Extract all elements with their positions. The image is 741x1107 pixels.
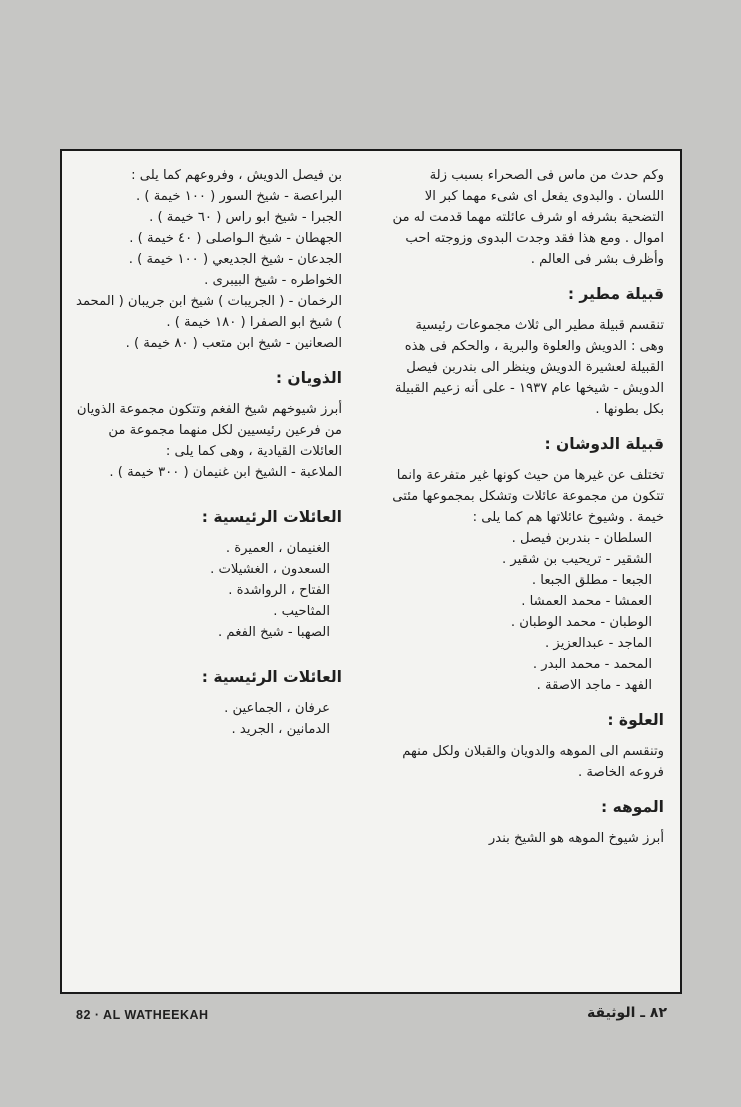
- alwa-paragraph: وتنقسم الى الموهه والدويان والقبلان ولكل منهم فروعه الخاصة .: [402, 744, 664, 780]
- list-item: الرخمان - ( الجريبات ) شيخ ابن جريبان ( المحمد ) شيخ ابو الصفرا ( ١٨٠ خيمة ) .: [76, 294, 342, 330]
- dushan-heading: قبيلة الدوشان :: [544, 435, 664, 453]
- alwa-heading: العلوة :: [607, 711, 664, 729]
- list-item: الماجد - عبدالعزيز .: [545, 636, 652, 651]
- footer-page-label-english: 82 · AL WATHEEKAH: [76, 1008, 209, 1022]
- list-item: الشقير - تريحيب بن شقير .: [501, 552, 652, 567]
- main-families-heading-1: العائلات الرئيسية :: [201, 508, 342, 526]
- list-item: الجبعا - مطلق الجبعا .: [531, 573, 652, 588]
- list-item: الفتاح ، الرواشدة .: [228, 583, 330, 598]
- list-item: الغنيمان ، العميرة .: [225, 541, 330, 556]
- right-column: [388, 165, 664, 849]
- main-families-list-2: [76, 698, 342, 740]
- list-item: الخواطره - شيخ البيبرى .: [204, 273, 342, 288]
- list-item: الوطبان - محمد الوطبان .: [510, 615, 652, 630]
- list-item: المحمد - محمد البدر .: [532, 657, 652, 672]
- duwian-paragraph: أبرز شيوخهم شيخ الفغم وتتكون مجموعة الذويان من فرعين رئيسيين لكل منهما مجموعة من العائلات القيادية ، وهى كما يلى :: [76, 402, 342, 459]
- list-item: العمشا - محمد العمشا .: [521, 594, 652, 609]
- mutair-heading: قبيلة مطير :: [567, 285, 664, 303]
- list-item: الفهد - ماجد الاصقة .: [536, 678, 652, 693]
- right-intro-paragraph: وكم حدث من ماس فى الصحراء بسبب زلة اللسان . والبدوى يفعل اى شىء مهما كبر الا التضحية بشرفه او شرف عائلته مهما قدمت له من اموال . ومع هذا فقد وجدت البدوى وزوجته احب وأظرف بشر فى العالم .: [392, 168, 664, 267]
- list-item: عرفان ، الجماعين .: [224, 701, 330, 716]
- list-item: الجبرا - شيخ ابو راس ( ٦٠ خيمة ) .: [149, 210, 342, 225]
- duwian-heading: الذويان :: [275, 369, 342, 387]
- list-item: البراعصة - شيخ السور ( ١٠٠ خيمة ) .: [135, 189, 342, 204]
- list-item: الصعانين - شيخ ابن متعب ( ٨٠ خيمة ) .: [125, 336, 342, 351]
- page-frame: [60, 149, 682, 994]
- list-item: الصهبا - شيخ الفغم .: [218, 625, 330, 640]
- main-families-list-1: [76, 538, 342, 643]
- mawha-heading: الموهه :: [601, 798, 664, 816]
- list-item: الجهطان - شيخ الـواصلى ( ٤٠ خيمة ) .: [129, 231, 342, 246]
- main-families-heading-2: العائلات الرئيسية :: [201, 668, 342, 686]
- left-intro-paragraph: بن فيصل الدويش ، وفروعهم كما يلى :: [131, 168, 342, 183]
- list-item: الجدعان - شيخ الجديعي ( ١٠٠ خيمة ) .: [128, 252, 342, 267]
- footer-page-label-arabic: ٨٢ ـ الوثيقة: [587, 1005, 667, 1021]
- dushan-list: [388, 528, 664, 696]
- duwian-item: الملاعبة - الشيخ ابن غنيمان ( ٣٠٠ خيمة ) .: [109, 465, 342, 480]
- list-item: المثاحيب .: [273, 604, 330, 619]
- left-column: [76, 165, 342, 740]
- list-item: الدمانين ، الجريد .: [231, 722, 330, 737]
- list-item: السلطان - بندربن فيصل .: [511, 531, 652, 546]
- mutair-paragraph: تنقسم قبيلة مطير الى ثلاث مجموعات رئيسية وهى : الدويش والعلوة والبرية ، والحكم فى هذه القبيلة لعشيرة الدويش وينظر الى بندربن فيصل الدويش - شيخها عام ١٩٣٧ - على أنه زعيم القبيلة بكل بطونها .: [394, 318, 664, 417]
- mawha-paragraph: أبرز شيوخ الموهه هو الشيخ بندر: [488, 831, 664, 846]
- dushan-paragraph: تختلف عن غيرها من حيث كونها غير متفرعة وانما تتكون من مجموعة عائلات وتشكل بمجموعها مئتى خيمة . وشيوخ عائلاتها هم كما يلى :: [392, 468, 664, 525]
- list-item: السعدون ، الغشيلات .: [210, 562, 330, 577]
- branches-list: [76, 186, 342, 354]
